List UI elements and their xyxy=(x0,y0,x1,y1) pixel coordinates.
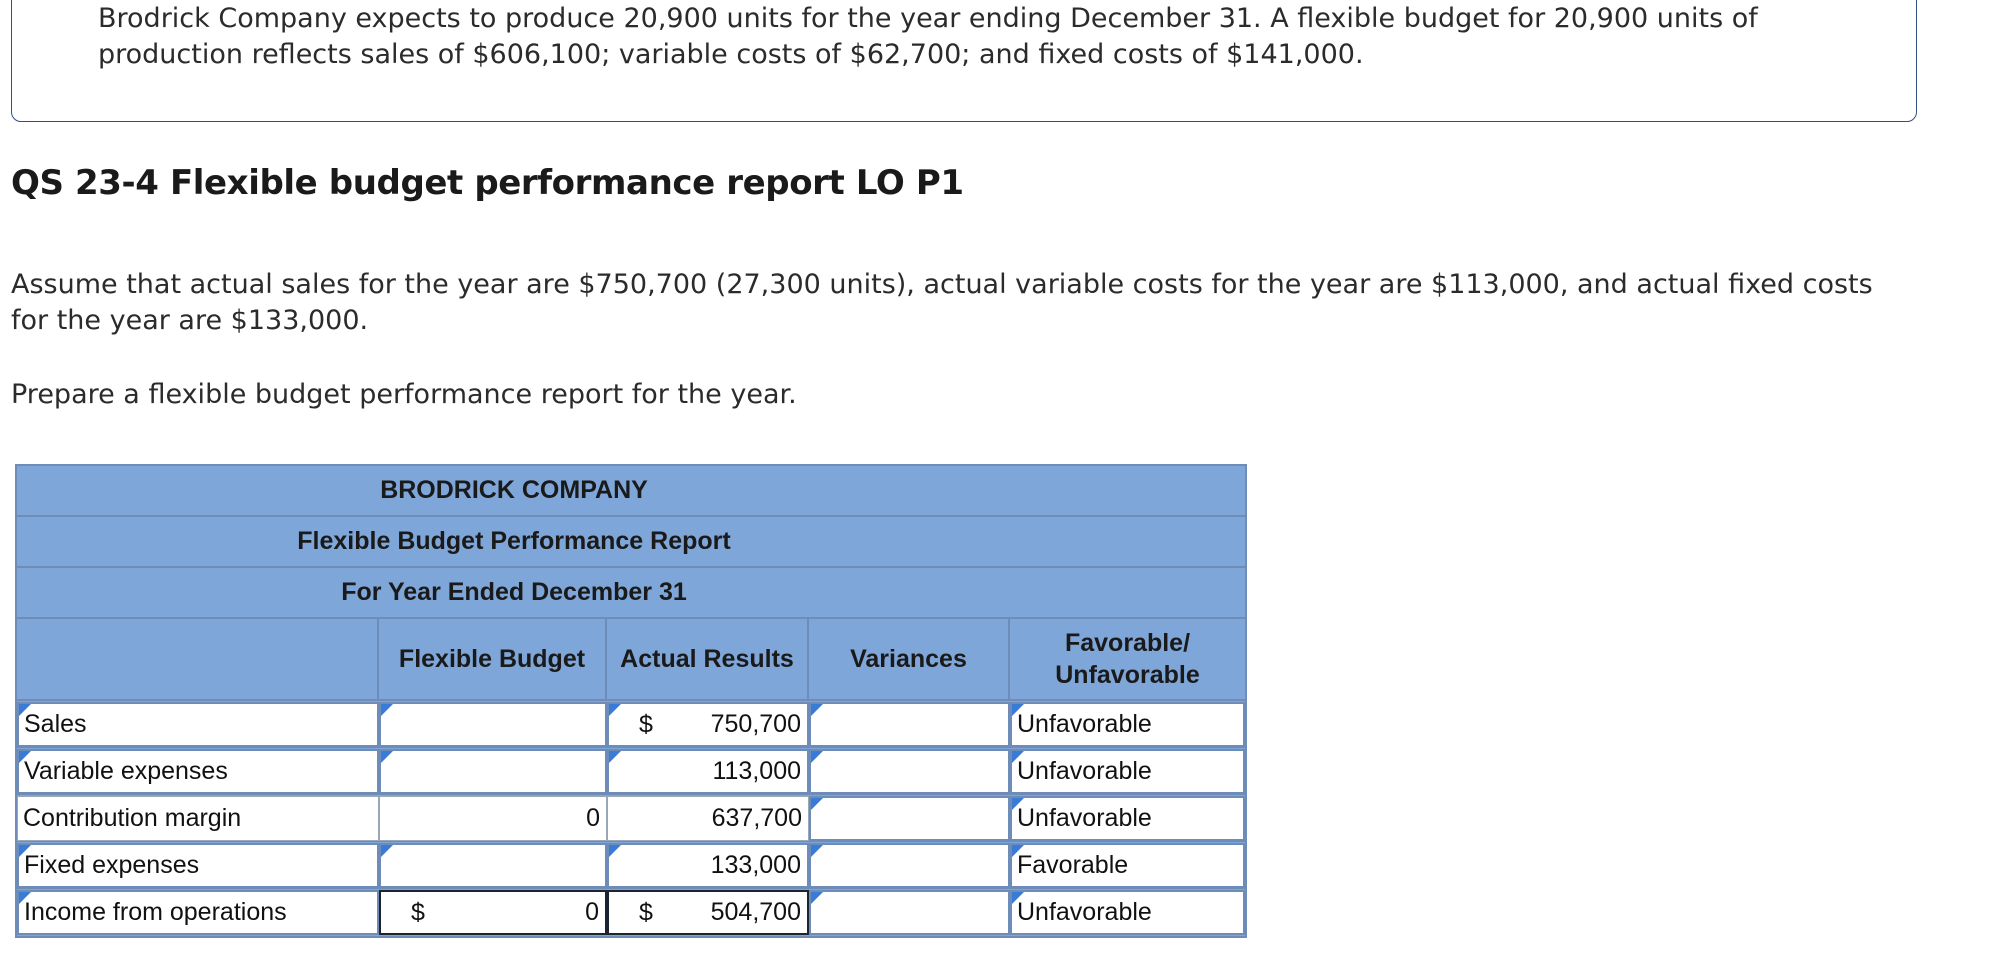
actual-results-value: 133,000 xyxy=(710,851,801,879)
row-label: Contribution margin xyxy=(17,796,379,841)
actual-results-value: 113,000 xyxy=(712,757,801,785)
table-row-contribution-margin xyxy=(17,795,1245,842)
fav-unfav-select[interactable]: Unfavorable xyxy=(1010,890,1245,935)
question-title: QS 23-4 Flexible budget performance report LO P1 xyxy=(11,163,964,203)
actual-results-cell[interactable] xyxy=(607,749,809,794)
table-row-variable-expenses xyxy=(17,748,1245,795)
report-period-row xyxy=(17,568,1245,619)
intro-text: Brodrick Company expects to produce 20,900 units for the year ending December 31. A flexible budget for 20,900 units of production reflects sales of $606,100; variable costs of $62,700; and fixed costs of $141,000. xyxy=(98,3,1758,70)
variance-input[interactable] xyxy=(809,749,1010,794)
header-label-blank xyxy=(17,619,379,699)
flexible-budget-total xyxy=(379,890,607,935)
actual-results-value: 750,700 xyxy=(710,710,801,738)
variance-input[interactable] xyxy=(809,702,1010,747)
fav-unfav-select[interactable]: Unfavorable xyxy=(1010,702,1245,747)
report-name: Flexible Budget Performance Report xyxy=(297,527,731,555)
table-row-fixed-expenses xyxy=(17,842,1245,889)
fav-unfav-select[interactable]: Unfavorable xyxy=(1010,749,1245,794)
report-company: BRODRICK COMPANY xyxy=(380,476,648,504)
table-row-sales xyxy=(17,701,1245,748)
header-flexible-budget: Flexible Budget xyxy=(379,619,607,699)
variance-input[interactable] xyxy=(809,843,1010,888)
variance-input[interactable] xyxy=(809,890,1010,935)
flexible-budget-input[interactable] xyxy=(379,749,607,794)
table-row-income-from-operations xyxy=(17,889,1245,936)
report-company-row xyxy=(17,466,1245,517)
header-variances: Variances xyxy=(809,619,1010,699)
flexible-budget-input[interactable] xyxy=(379,702,607,747)
actual-results-total xyxy=(607,890,809,935)
header-favorable-unfavorable: Favorable/ Unfavorable xyxy=(1055,629,1200,689)
column-header-row xyxy=(17,619,1245,701)
flexible-budget-input[interactable] xyxy=(379,843,607,888)
report-period: For Year Ended December 31 xyxy=(341,578,687,606)
currency-symbol: $ xyxy=(639,898,653,926)
actual-results-value: 504,700 xyxy=(710,898,801,926)
currency-symbol: $ xyxy=(411,898,425,926)
actual-results-value: 637,700 xyxy=(607,796,809,841)
row-label-input[interactable]: Fixed expenses xyxy=(17,843,379,888)
question-paragraph-1: Assume that actual sales for the year are $750,700 (27,300 units), actual variable costs for the year are $113,000, and actual fixed costs for the year are $133,000. xyxy=(11,269,1873,336)
header-actual-results: Actual Results xyxy=(607,619,809,699)
currency-symbol: $ xyxy=(639,710,653,738)
actual-results-cell[interactable] xyxy=(607,843,809,888)
row-label-input[interactable]: Income from operations xyxy=(17,890,379,935)
actual-results-cell[interactable] xyxy=(607,702,809,747)
row-label-input[interactable]: Sales xyxy=(17,702,379,747)
flexible-budget-value: 0 xyxy=(379,796,607,841)
fav-unfav-select[interactable]: Unfavorable xyxy=(1010,796,1245,841)
intro-card xyxy=(11,0,1917,122)
flexible-budget-value: 0 xyxy=(585,898,599,926)
question-paragraph-2: Prepare a flexible budget performance report for the year. xyxy=(11,379,797,410)
report-name-row xyxy=(17,517,1245,568)
variance-input[interactable] xyxy=(809,796,1010,841)
row-label-input[interactable]: Variable expenses xyxy=(17,749,379,794)
fav-unfav-select[interactable]: Favorable xyxy=(1010,843,1245,888)
performance-report-table xyxy=(15,464,1247,938)
